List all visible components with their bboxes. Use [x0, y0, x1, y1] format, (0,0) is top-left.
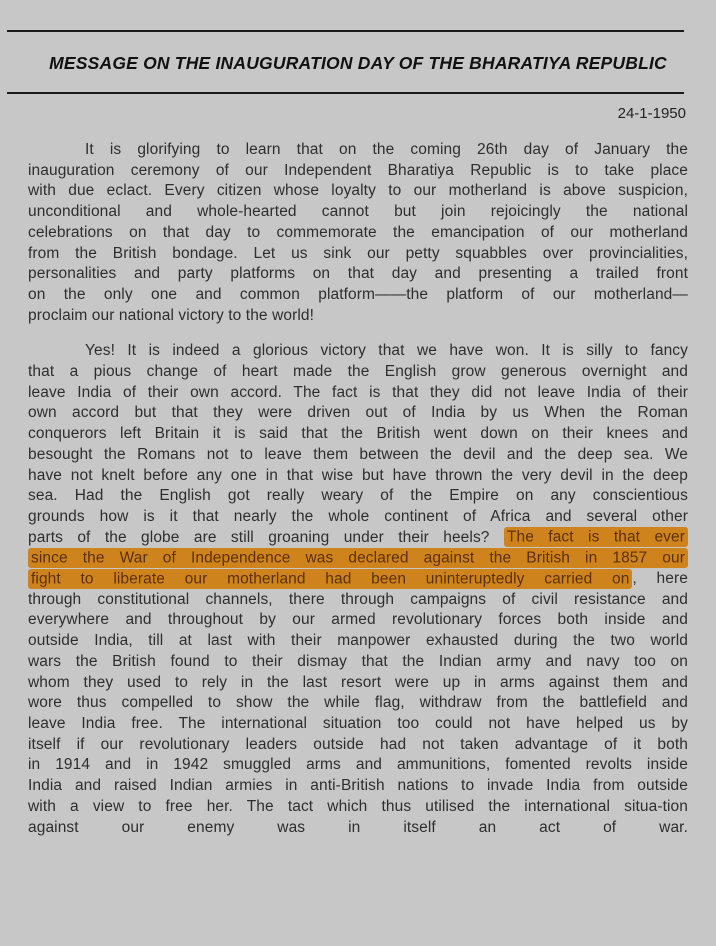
text-line	[28, 693, 688, 714]
text-segment: everywhere and throughout by our armed revolutionary forces both inside and	[28, 611, 688, 629]
text-line	[28, 403, 688, 424]
text-line	[28, 466, 688, 487]
text-line	[28, 223, 688, 244]
text-line	[28, 507, 688, 528]
text-line	[28, 652, 688, 673]
text-segment: personalities and party platforms on that day and presenting a trailed front	[28, 265, 688, 283]
text-line	[28, 776, 688, 797]
text-segment: wore thus compelled to show the while flag, withdraw from the battlefield and	[28, 694, 688, 712]
highlighted-text: The fact is that ever	[504, 527, 688, 547]
text-segment: outside India, till at last with their manpower exhausted during the two world	[28, 632, 688, 650]
text-segment: Yes! It is indeed a glorious victory that we have won. It is silly to fancy	[85, 342, 688, 360]
text-segment: leave India free. The international situation too could not have helped us by	[28, 714, 688, 732]
text-segment: leave India of their own accord. The fact is that they did not leave India of their	[28, 383, 688, 401]
text-line	[28, 673, 688, 694]
text-segment: besought the Romans not to leave them between the devil and the deep sea. We	[28, 445, 688, 463]
text-line	[28, 341, 688, 362]
text-line	[28, 590, 688, 611]
text-line	[28, 735, 688, 756]
text-segment: celebrations on that day to commemorate the emancipation of our motherland	[28, 223, 688, 241]
text-line	[28, 424, 688, 445]
text-segment: conquerors left Britain it is said that the British went down on their knees and	[28, 425, 688, 443]
highlighted-text: since the War of Independence was declared against the British in 1857 our	[28, 548, 688, 568]
text-segment: against our enemy was in itself an act of war.	[28, 818, 688, 836]
text-line	[28, 755, 688, 776]
document-page	[0, 30, 716, 838]
text-segment: on the only one and common platform——the platform of our motherland—	[28, 285, 688, 303]
text-segment: own accord but that they were driven out of India by us When the Roman	[28, 404, 688, 422]
text-line	[28, 264, 688, 285]
text-segment: from the British bondage. Let us sink our petty squabbles over provincialities,	[28, 244, 688, 262]
text-segment: with a view to free her. The tact which thus utilised the international situa-tion	[28, 797, 688, 815]
paragraph	[28, 140, 688, 326]
text-segment: in 1914 and in 1942 smuggled arms and ammunitions, fomented revolts inside	[28, 756, 688, 774]
title-divider	[7, 92, 684, 94]
text-segment: that a pious change of heart made the English grow generous overnight and	[28, 363, 688, 381]
text-segment: inauguration ceremony of our Independent Bharatiya Republic is to take place	[28, 161, 688, 179]
text-line	[28, 445, 688, 466]
document-date: 24-1-1950	[617, 105, 686, 122]
text-segment: grounds how is it that nearly the whole continent of Africa and several other	[28, 507, 688, 525]
text-segment: have not knelt before any one in that wise but have thrown the very devil in the deep	[28, 466, 688, 484]
text-line	[28, 140, 688, 161]
text-segment: unconditional and whole-hearted cannot but join rejoicingly the national	[28, 203, 688, 221]
text-line	[28, 161, 688, 182]
top-divider	[7, 30, 684, 32]
document-body	[0, 140, 716, 838]
text-line	[28, 285, 688, 306]
text-segment: It is glorifying to learn that on the coming 26th day of January the	[85, 141, 688, 158]
paragraph	[28, 341, 688, 838]
text-line	[28, 610, 688, 631]
page-title: MESSAGE ON THE INAUGURATION DAY OF THE BHARATIYA REPUBLIC	[49, 53, 667, 73]
text-segment: wars the British found to their dismay that the Indian army and navy too on	[28, 652, 688, 670]
text-segment: with due eclact. Every citizen whose loyalty to our motherland is above suspicion,	[28, 182, 688, 200]
text-line	[28, 202, 688, 223]
text-line	[28, 631, 688, 652]
text-line	[28, 714, 688, 735]
text-line	[28, 362, 688, 383]
text-line	[28, 486, 688, 507]
text-line	[28, 306, 688, 327]
text-segment: whom they used to rely in the last resort were up in arms against them and	[28, 673, 688, 691]
text-segment: itself if our revolutionary leaders outside had not taken advantage of it both	[28, 735, 688, 753]
text-line	[28, 528, 688, 549]
text-line	[28, 244, 688, 265]
text-line	[28, 181, 688, 202]
text-line	[28, 569, 688, 590]
text-line	[28, 548, 688, 569]
text-segment: through constitutional channels, there through campaigns of civil resistance and	[28, 590, 688, 608]
text-line	[28, 383, 688, 404]
text-segment: sea. Had the English got really weary of the Empire on any conscientious	[28, 487, 688, 505]
text-segment: India and raised Indian armies in anti-British nations to invade India from outside	[28, 777, 688, 795]
text-segment: parts of the globe are still groaning under their heels?	[28, 528, 504, 546]
text-line	[28, 797, 688, 818]
text-segment: , here	[632, 570, 688, 588]
highlighted-text: fight to liberate our motherland had been uninteruptedly carried on	[28, 569, 632, 589]
text-segment: proclaim our national victory to the world!	[28, 306, 315, 324]
text-line	[28, 818, 688, 839]
